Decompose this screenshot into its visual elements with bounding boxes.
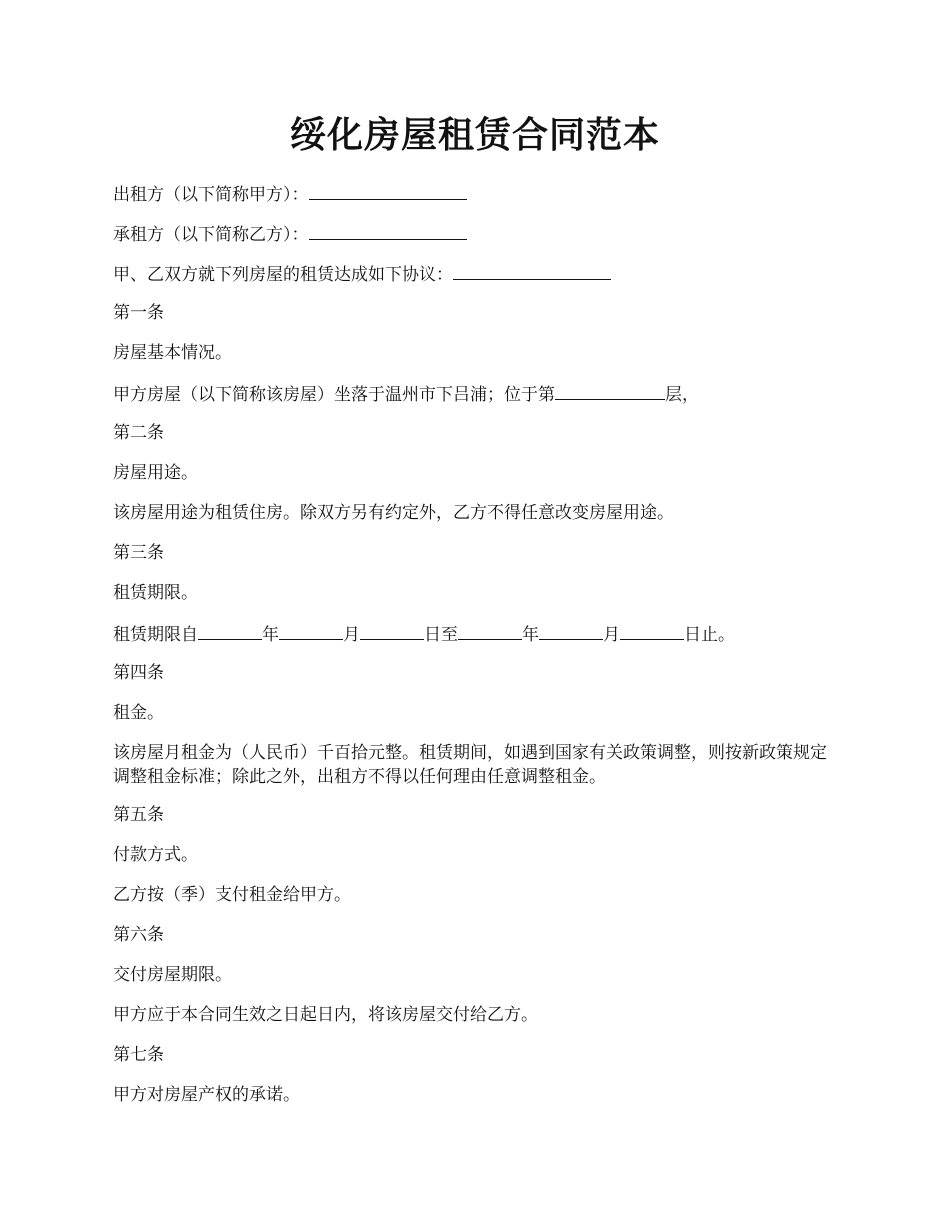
article6-heading: 第六条 [113,925,164,945]
lease-month2-label: 月 [603,625,620,645]
article1-text-before: 甲方房屋（以下简称该房屋）坐落于温州市下吕浦；位于第 [113,385,555,405]
agreement-blank [453,261,611,280]
article1-text-after: 层， [665,385,699,405]
document-body [113,181,843,1123]
lease-day-end-label: 日止。 [684,625,735,645]
article7-heading: 第七条 [113,1045,164,1065]
start-day-blank [360,621,424,640]
lessee-label: 承租方（以下简称乙方）： [113,225,309,245]
lease-year-label: 年 [262,625,279,645]
article6-text: 甲方应于本合同生效之日起日内，将该房屋交付给乙方。 [113,1005,538,1025]
lessor-blank [309,181,467,200]
start-month-blank [279,621,343,640]
article4-heading: 第四条 [113,663,164,683]
article4-text: 该房屋月租金为（人民币）千百拾元整。租赁期间，如遇到国家有关政策调整，则按新政策规定调整租金标准；除此之外，出租方不得以任何理由任意调整租金。 [113,743,827,787]
article1-heading: 第一条 [113,303,164,323]
lessor-line [113,181,843,205]
agreement-intro-line [113,261,843,285]
article2-heading: 第二条 [113,423,164,443]
floor-blank [555,381,665,400]
article2-text: 该房屋用途为租赁住房。除双方另有约定外，乙方不得任意改变房屋用途。 [113,503,674,523]
lease-prefix: 租赁期限自 [113,625,198,645]
lessee-blank [309,221,467,240]
lease-day-to-label: 日至 [424,625,458,645]
article3-title: 租赁期限。 [113,583,198,603]
article2-title: 房屋用途。 [113,463,198,483]
agreement-intro: 甲、乙双方就下列房屋的租赁达成如下协议： [113,265,453,285]
lease-month-label: 月 [343,625,360,645]
lessee-line [113,221,843,245]
article6-title: 交付房屋期限。 [113,965,232,985]
article3-lease-line [113,621,843,645]
article1-text-line [113,381,843,405]
document-title: 绥化房屋租赁合同范本 [289,114,660,156]
article5-title: 付款方式。 [113,845,198,865]
article5-heading: 第五条 [113,805,164,825]
article7-title: 甲方对房屋产权的承诺。 [113,1085,300,1105]
article3-heading: 第三条 [113,543,164,563]
article4-title: 租金。 [113,703,164,723]
start-year-blank [198,621,262,640]
end-year-blank [458,621,522,640]
lessor-label: 出租方（以下简称甲方）： [113,185,309,205]
article5-text: 乙方按（季）支付租金给甲方。 [113,885,351,905]
end-month-blank [539,621,603,640]
article1-title: 房屋基本情况。 [113,343,232,363]
lease-year2-label: 年 [522,625,539,645]
end-day-blank [620,621,684,640]
